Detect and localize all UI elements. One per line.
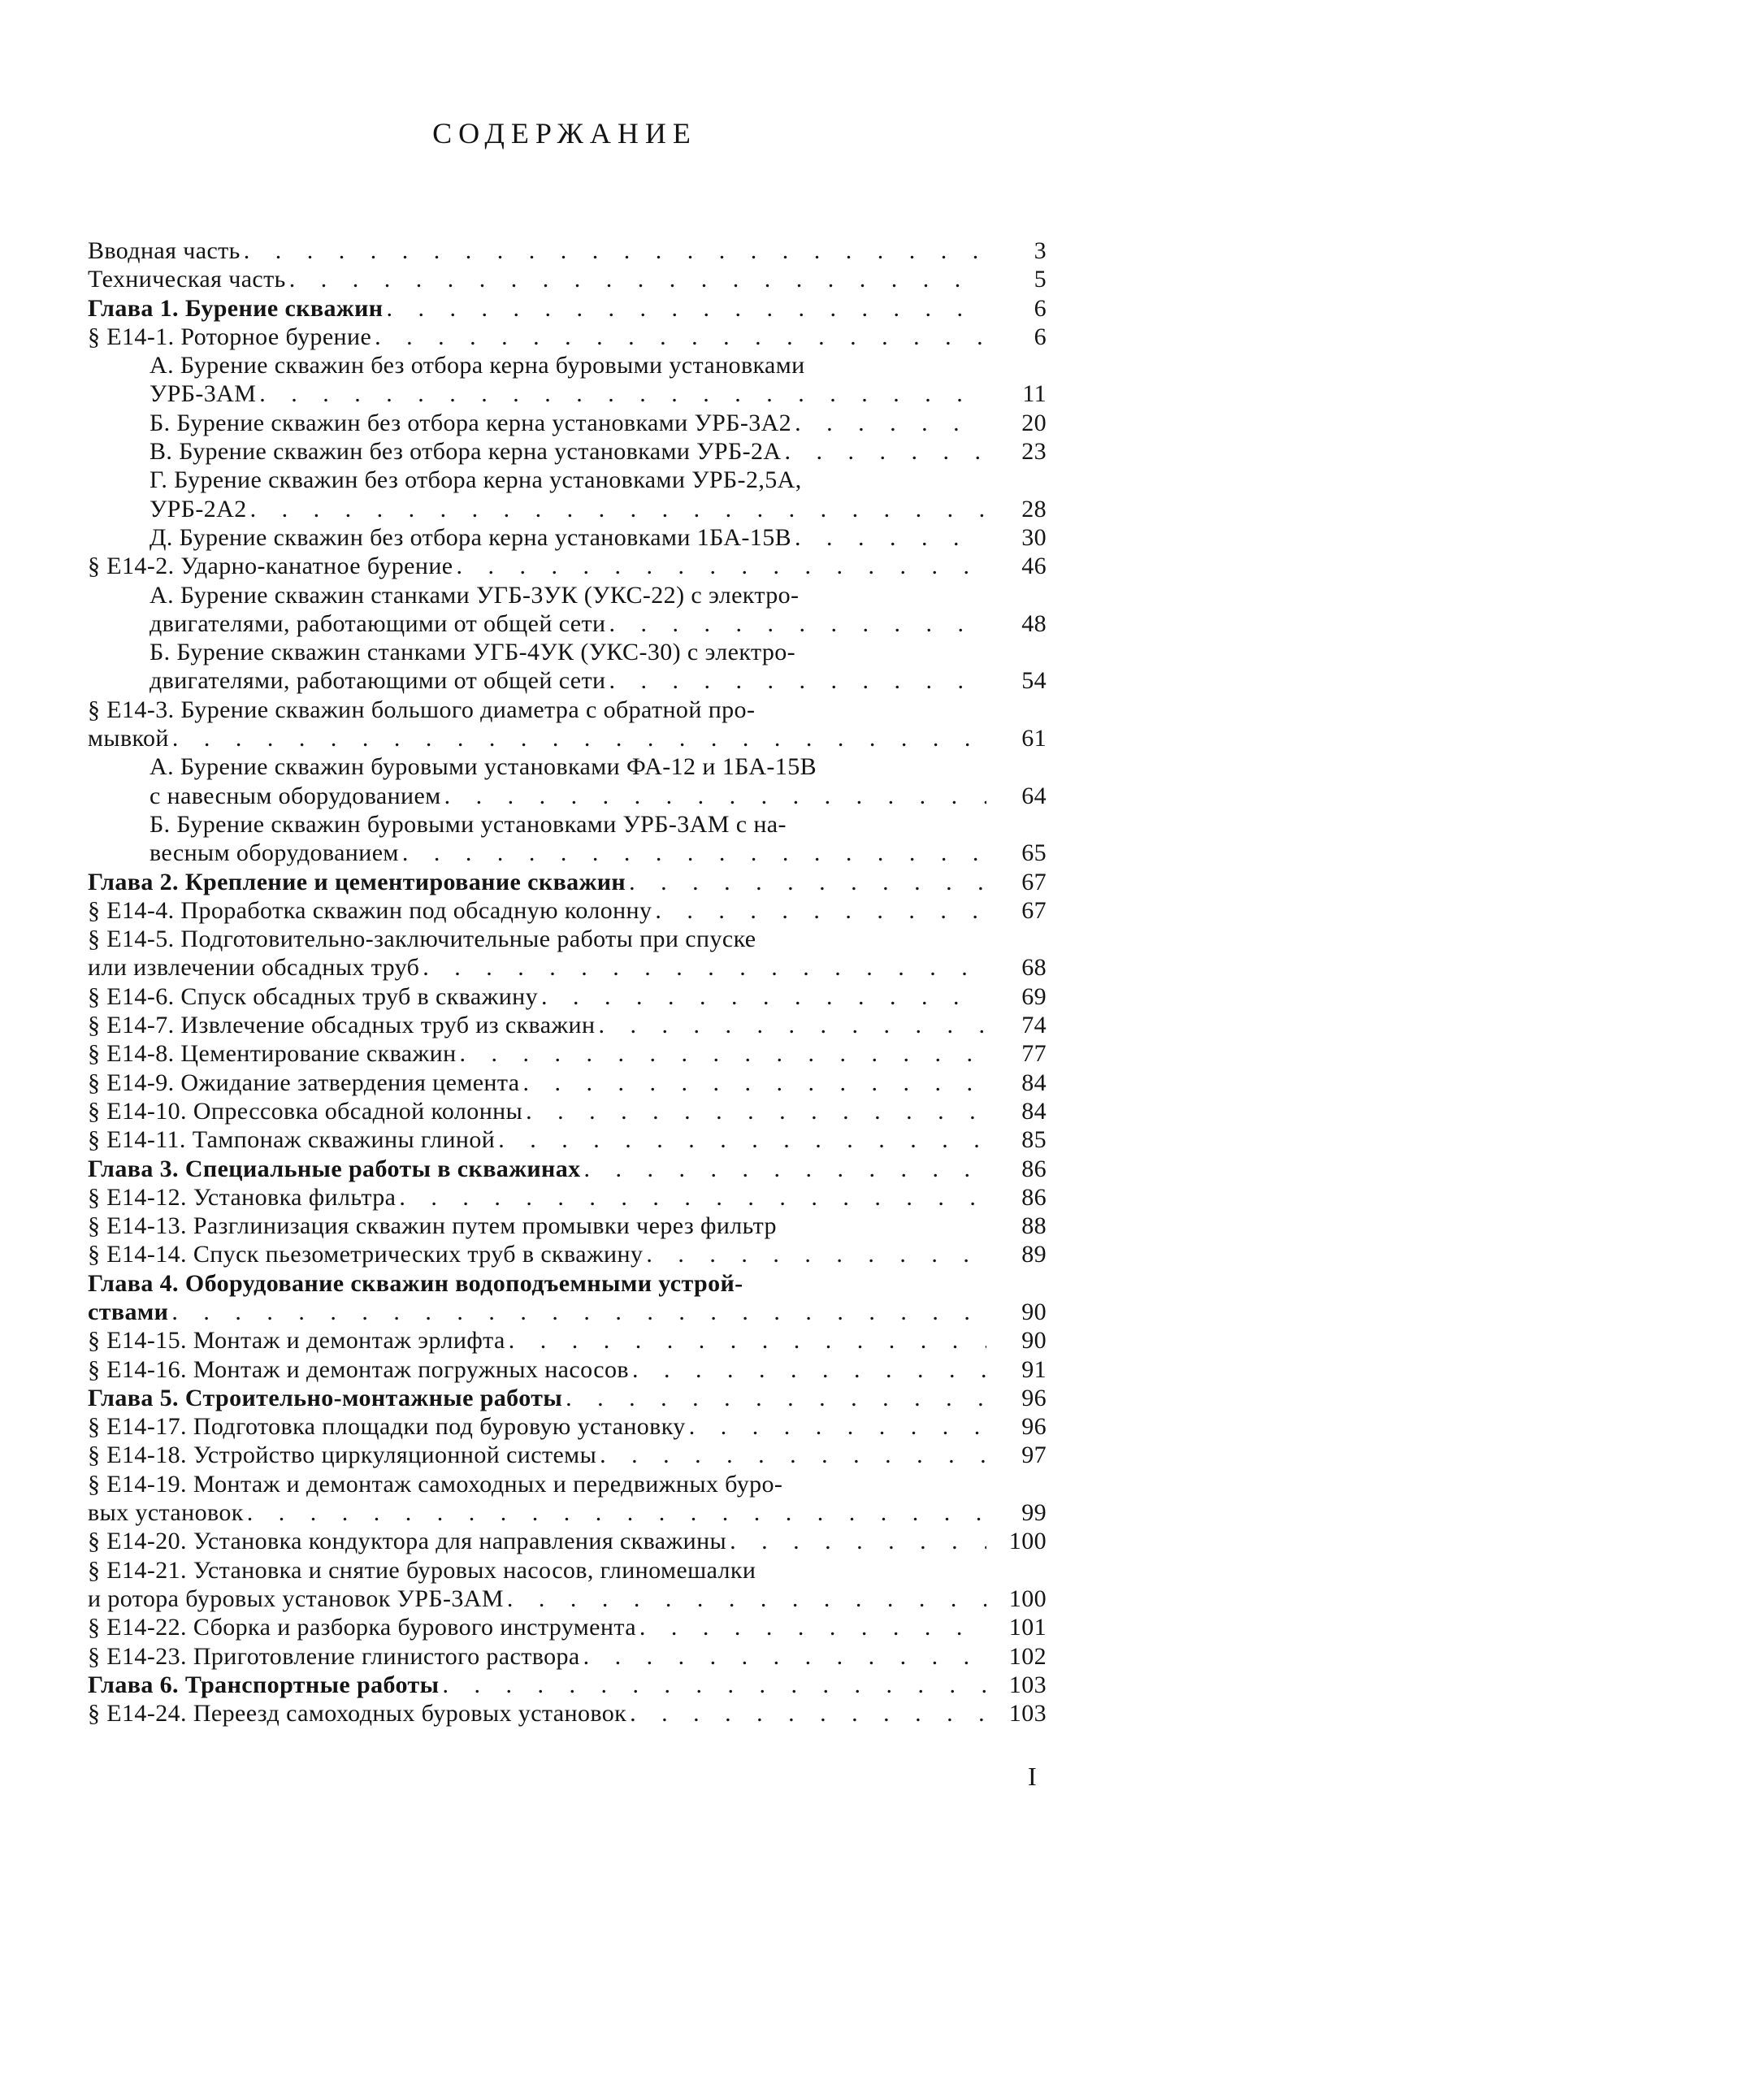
toc-entry-text: Глава 2. Крепление и цементирование скважин	[88, 868, 626, 895]
toc-page-number: 65	[1021, 839, 1047, 867]
toc-entry	[88, 1069, 1047, 1097]
toc-entry-text: § Е14-18. Устройство циркуляционной системы	[88, 1442, 597, 1469]
dot-leader	[172, 724, 986, 752]
dot-leader	[402, 839, 986, 867]
toc-page-number: 85	[1021, 1126, 1047, 1154]
dot-leader	[289, 265, 986, 293]
toc-entry-continuation	[88, 1585, 1047, 1613]
toc-entry-text-continued: УРБ-3АМ	[150, 380, 257, 408]
dot-leader	[399, 1183, 986, 1212]
toc-entry	[88, 810, 1047, 839]
toc-entry-text: § Е14-12. Установка фильтра	[88, 1183, 397, 1211]
toc-entry-text: § Е14-17. Подготовка площадки под буровую установку	[88, 1413, 686, 1441]
dot-leader	[795, 523, 986, 552]
toc-entry-text: § Е14-1. Роторное бурение	[88, 323, 372, 350]
dot-leader	[244, 236, 986, 265]
toc-entry-continuation	[88, 1498, 1047, 1527]
dot-leader	[526, 1097, 986, 1125]
toc-entry-text-continued: двигателями, работающими от общей сети	[150, 609, 606, 637]
toc-entry-text: Глава 1. Бурение скважин	[88, 294, 384, 322]
toc-entry-text: Глава 5. Строительно-монтажные работы	[88, 1384, 563, 1411]
toc-entry	[88, 1355, 1047, 1384]
toc-page-number: 46	[1021, 553, 1047, 580]
toc-page-number: 86	[1021, 1155, 1047, 1182]
toc-entry-continuation	[88, 666, 1047, 695]
toc-entry	[88, 1412, 1047, 1441]
dot-leader	[655, 896, 986, 925]
dot-leader	[609, 609, 986, 638]
toc-entry	[88, 294, 1047, 323]
toc-page-number: 68	[1021, 954, 1047, 982]
toc-entry	[88, 1699, 1047, 1728]
toc-entry-text-continued: ствами	[88, 1298, 169, 1325]
dot-leader	[457, 552, 986, 580]
toc-entry	[88, 409, 1047, 437]
toc-entry	[88, 1470, 1047, 1498]
toc-entry-text: § Е14-21. Установка и снятие буровых насосов, глиномешалки	[88, 1556, 756, 1584]
toc-entry-continuation	[88, 839, 1047, 867]
toc-page-number: 11	[1022, 380, 1047, 408]
dot-leader	[444, 782, 986, 810]
dot-leader	[423, 953, 986, 982]
dot-leader	[522, 1069, 986, 1097]
toc-entry	[88, 1240, 1047, 1268]
toc-entry	[88, 1441, 1047, 1469]
toc-entry-text: Глава 6. Транспортные работы	[88, 1671, 440, 1698]
toc-page-number: 100	[1008, 1585, 1047, 1612]
dot-leader	[386, 294, 986, 323]
dot-leader	[507, 1585, 986, 1613]
toc-entry-text: § Е14-14. Спуск пьезометрических труб в скважину	[88, 1241, 644, 1268]
toc-entry-continuation	[88, 379, 1047, 408]
toc-entry-continuation	[88, 953, 1047, 982]
toc-page-number: 84	[1021, 1097, 1047, 1125]
toc-page-number: 86	[1021, 1183, 1047, 1211]
dot-leader	[730, 1527, 986, 1555]
toc-entry-text: Техническая часть	[88, 266, 286, 293]
toc-entry-text-continued: мывкой	[88, 725, 169, 752]
toc-entry	[88, 1212, 1047, 1240]
dot-leader	[795, 409, 986, 437]
toc-page-number: 90	[1021, 1298, 1047, 1325]
dot-leader	[630, 1699, 986, 1728]
dot-leader	[541, 982, 986, 1011]
toc-entry	[88, 523, 1047, 552]
toc-entry-text-continued: или извлечении обсадных труб	[88, 954, 420, 982]
toc-page-number: 54	[1021, 667, 1047, 695]
toc-entry-text: § Е14-5. Подготовительно-заключительные работы при спуске	[88, 926, 756, 953]
toc-entry	[88, 638, 1047, 666]
dot-leader	[259, 379, 986, 408]
dot-leader	[689, 1412, 986, 1441]
toc-entry-text: § Е14-15. Монтаж и демонтаж эрлифта	[88, 1327, 505, 1355]
toc-page-number: 48	[1021, 609, 1047, 637]
page-number: I	[1028, 1762, 1037, 1791]
toc-entry-text: Вводная часть	[88, 237, 241, 264]
toc-entry	[88, 1155, 1047, 1183]
toc-entry-text: § Е14-10. Опрессовка обсадной колонны	[88, 1097, 523, 1125]
dot-leader	[509, 1326, 986, 1355]
toc-page-number: 23	[1021, 438, 1047, 466]
toc-page-number: 101	[1008, 1614, 1047, 1641]
toc-entry-continuation	[88, 782, 1047, 810]
toc-entry-text: А. Бурение скважин буровыми установками ФА-12 и 1БА-15В	[150, 753, 817, 781]
toc-entry-text: § Е14-23. Приготовление глинистого раствора	[88, 1642, 580, 1670]
toc-entry-continuation	[88, 609, 1047, 638]
dot-leader	[784, 437, 986, 466]
toc-page-number: 74	[1021, 1012, 1047, 1039]
toc-page-number: 30	[1021, 523, 1047, 551]
toc-page-number: 67	[1021, 868, 1047, 895]
toc-page-number: 6	[1034, 294, 1047, 322]
toc-entry-text: Б. Бурение скважин без отбора керна установками УРБ-3А2	[150, 409, 792, 436]
dot-leader	[250, 495, 986, 523]
toc-entry	[88, 351, 1047, 379]
toc-entry-text: § Е14-7. Извлечение обсадных труб из скважин	[88, 1012, 596, 1039]
toc-entry-text-continued: вых установок	[88, 1499, 244, 1527]
toc-entry	[88, 752, 1047, 781]
toc-page-number: 20	[1021, 409, 1047, 436]
dot-leader	[498, 1125, 986, 1154]
toc-entry-text-continued: двигателями, работающими от общей сети	[150, 667, 606, 695]
toc-page-number: 61	[1021, 725, 1047, 752]
toc-entry-text: А. Бурение скважин без отбора керна буровыми установками	[150, 352, 805, 379]
toc-entry	[88, 1613, 1047, 1641]
toc-entry	[88, 868, 1047, 896]
toc-entry-text: Б. Бурение скважин станками УГБ-4УК (УКС-30) с электро-	[150, 639, 796, 666]
toc-entry	[88, 1269, 1047, 1298]
toc-entry-continuation	[88, 495, 1047, 523]
dot-leader	[583, 1642, 986, 1671]
toc-page-number: 67	[1021, 896, 1047, 924]
toc-page-number: 96	[1021, 1384, 1047, 1411]
toc-entry	[88, 236, 1047, 265]
toc-page-number: 77	[1021, 1040, 1047, 1068]
toc-entry-text: Д. Бурение скважин без отбора керна установками 1БА-15В	[150, 523, 792, 551]
toc-entry-text: § Е14-24. Переезд самоходных буровых установок	[88, 1700, 627, 1728]
toc-entry-text: § Е14-2. Ударно-канатное бурение	[88, 553, 453, 580]
toc-entry	[88, 466, 1047, 494]
table-of-contents	[88, 236, 1047, 1728]
toc-page-number: 91	[1021, 1355, 1047, 1383]
dot-leader	[375, 323, 986, 351]
toc-entry-text: § Е14-11. Тампонаж скважины глиной	[88, 1126, 496, 1154]
toc-entry	[88, 696, 1047, 724]
toc-page-number: 3	[1034, 237, 1047, 264]
toc-entry	[88, 1527, 1047, 1555]
dot-leader	[632, 1355, 986, 1384]
toc-entry	[88, 1326, 1047, 1355]
toc-entry	[88, 1011, 1047, 1039]
toc-entry	[88, 1125, 1047, 1154]
dot-leader	[646, 1240, 986, 1268]
toc-entry-text: § Е14-22. Сборка и разборка бурового инструмента	[88, 1614, 636, 1641]
toc-entry	[88, 925, 1047, 953]
toc-entry-text-continued: УРБ-2А2	[150, 495, 247, 522]
toc-page-number: 103	[1008, 1671, 1047, 1698]
toc-entry-text: В. Бурение скважин без отбора керна установками УРБ-2А	[150, 438, 782, 466]
toc-entry-text: § Е14-6. Спуск обсадных труб в скважину	[88, 982, 539, 1010]
toc-entry	[88, 437, 1047, 466]
dot-leader	[460, 1039, 986, 1068]
toc-entry-text: Глава 3. Специальные работы в скважинах	[88, 1155, 581, 1182]
toc-page-number: 5	[1034, 266, 1047, 293]
toc-entry	[88, 1183, 1047, 1212]
toc-entry	[88, 581, 1047, 609]
dot-leader	[247, 1498, 986, 1527]
toc-entry-text-continued: и ротора буровых установок УРБ-3АМ	[88, 1585, 504, 1612]
dot-leader	[600, 1441, 986, 1469]
toc-entry-text: § Е14-19. Монтаж и демонтаж самоходных и передвижных буро-	[88, 1470, 783, 1498]
toc-entry-continuation	[88, 1298, 1047, 1326]
toc-entry-continuation	[88, 724, 1047, 752]
toc-entry-text-continued: весным оборудованием	[150, 839, 399, 867]
toc-entry-text: § Е14-20. Установка кондуктора для направления скважины	[88, 1528, 727, 1555]
toc-page-number: 89	[1021, 1241, 1047, 1268]
dot-leader	[171, 1298, 986, 1326]
toc-page-number: 99	[1021, 1499, 1047, 1527]
toc-entry-text: § Е14-8. Цементирование скважин	[88, 1040, 457, 1068]
toc-page-number: 28	[1021, 495, 1047, 522]
dot-leader	[566, 1384, 986, 1412]
toc-entry-text: § Е14-9. Ожидание затвердения цемента	[88, 1069, 520, 1096]
toc-page-number: 96	[1021, 1413, 1047, 1441]
toc-entry	[88, 265, 1047, 293]
toc-page-number: 100	[1008, 1528, 1047, 1555]
toc-entry	[88, 1097, 1047, 1125]
toc-entry	[88, 1671, 1047, 1699]
toc-entry	[88, 1039, 1047, 1068]
toc-entry-text: А. Бурение скважин станками УГБ-3УК (УКС-22) с электро-	[150, 581, 800, 609]
toc-page-number: 88	[1021, 1212, 1047, 1240]
toc-entry-text: § Е14-16. Монтаж и демонтаж погружных насосов	[88, 1355, 629, 1383]
toc-entry-text: § Е14-13. Разглинизация скважин путем промывки через фильтр	[88, 1212, 777, 1240]
toc-entry-text: Глава 4. Оборудование скважин водоподъемными устрой-	[88, 1269, 743, 1297]
toc-entry-text: § Е14-4. Проработка скважин под обсадную колонну	[88, 896, 652, 924]
toc-page-number: 84	[1021, 1069, 1047, 1096]
dot-leader	[442, 1671, 986, 1699]
dot-leader	[639, 1613, 986, 1641]
toc-entry	[88, 1384, 1047, 1412]
toc-entry	[88, 896, 1047, 925]
toc-page-number: 102	[1008, 1642, 1047, 1670]
toc-page-number: 97	[1021, 1442, 1047, 1469]
toc-page-number: 69	[1021, 982, 1047, 1010]
dot-leader	[629, 868, 986, 896]
toc-entry-text-continued: с навесным оборудованием	[150, 782, 441, 809]
toc-entry-text: Г. Бурение скважин без отбора керна установками УРБ-2,5А,	[150, 466, 802, 494]
dot-leader	[598, 1011, 986, 1039]
toc-entry-text: Б. Бурение скважин буровыми установками УРБ-3АМ с на-	[150, 810, 787, 838]
toc-page-number: 103	[1008, 1700, 1047, 1728]
toc-entry-text: § Е14-3. Бурение скважин большого диаметра с обратной про-	[88, 696, 756, 723]
toc-page-number: 90	[1021, 1327, 1047, 1355]
toc-page-number: 6	[1034, 323, 1047, 350]
toc-entry	[88, 552, 1047, 580]
page-title: СОДЕРЖАНИЕ	[432, 117, 697, 150]
toc-entry	[88, 1642, 1047, 1671]
dot-leader	[609, 666, 986, 695]
toc-page-number: 64	[1021, 782, 1047, 809]
toc-entry	[88, 1556, 1047, 1585]
toc-entry	[88, 323, 1047, 351]
toc-entry	[88, 982, 1047, 1011]
dot-leader	[584, 1155, 986, 1183]
